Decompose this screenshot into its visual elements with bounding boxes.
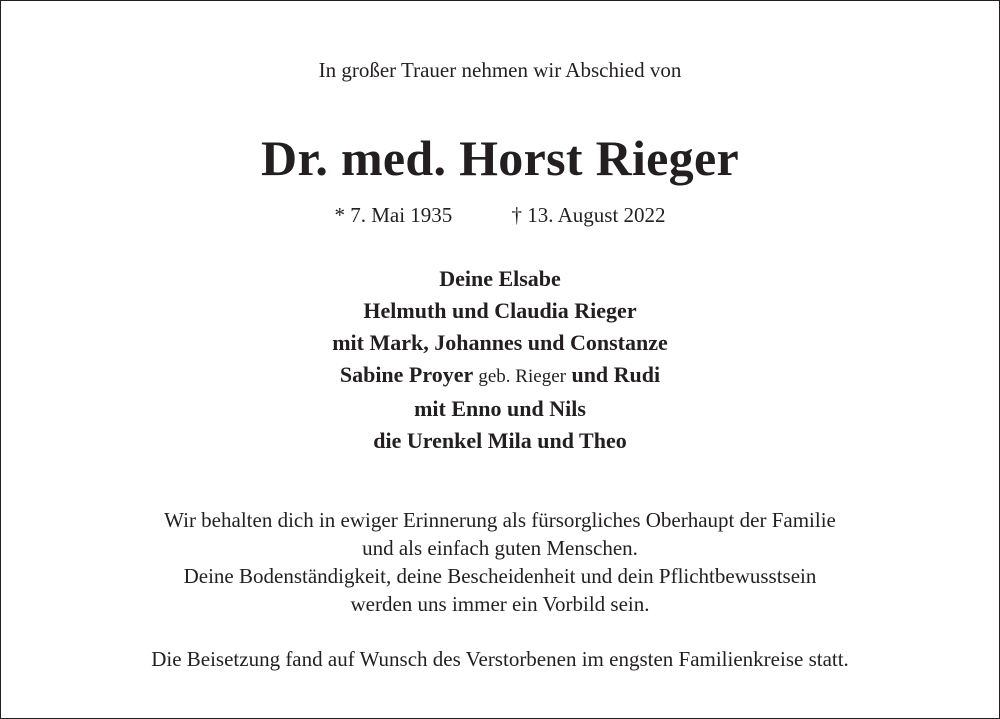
tribute-text xyxy=(1,506,999,618)
mourner-line: Deine Elsabe xyxy=(439,266,561,291)
mourner-line: mit Mark, Johannes und Constanze xyxy=(332,330,668,355)
mourner-line xyxy=(1,359,999,393)
mourners-list xyxy=(1,263,999,457)
mourner-partner: und Rudi xyxy=(571,362,661,387)
mourner-line: mit Enno und Nils xyxy=(414,396,586,421)
tribute-line: und als einfach guten Menschen. xyxy=(362,536,638,560)
mourner-name: Sabine Proyer xyxy=(339,362,473,387)
tribute-line: Wir behalten dich in ewiger Erinnerung als fürsorgliches Oberhaupt der Familie xyxy=(164,508,836,532)
life-dates xyxy=(1,202,999,228)
mourner-line: die Urenkel Mila und Theo xyxy=(373,428,627,453)
tribute-line: werden uns immer ein Vorbild sein. xyxy=(350,592,650,616)
mourner-line: Helmuth und Claudia Rieger xyxy=(363,298,637,323)
death-date: † 13. August 2022 xyxy=(511,203,666,227)
tribute-line: Deine Bodenständigkeit, deine Bescheidenheit und dein Pflichtbewusstsein xyxy=(183,564,817,588)
birth-date: * 7. Mai 1935 xyxy=(334,203,453,227)
maiden-name-note: geb. Rieger xyxy=(478,366,566,387)
intro-text: In großer Trauer nehmen wir Abschied von xyxy=(318,58,682,82)
burial-note: Die Beisetzung fand auf Wunsch des Verstorbenen im engsten Familienkreise statt. xyxy=(151,647,849,671)
deceased-name: Dr. med. Horst Rieger xyxy=(261,130,739,186)
